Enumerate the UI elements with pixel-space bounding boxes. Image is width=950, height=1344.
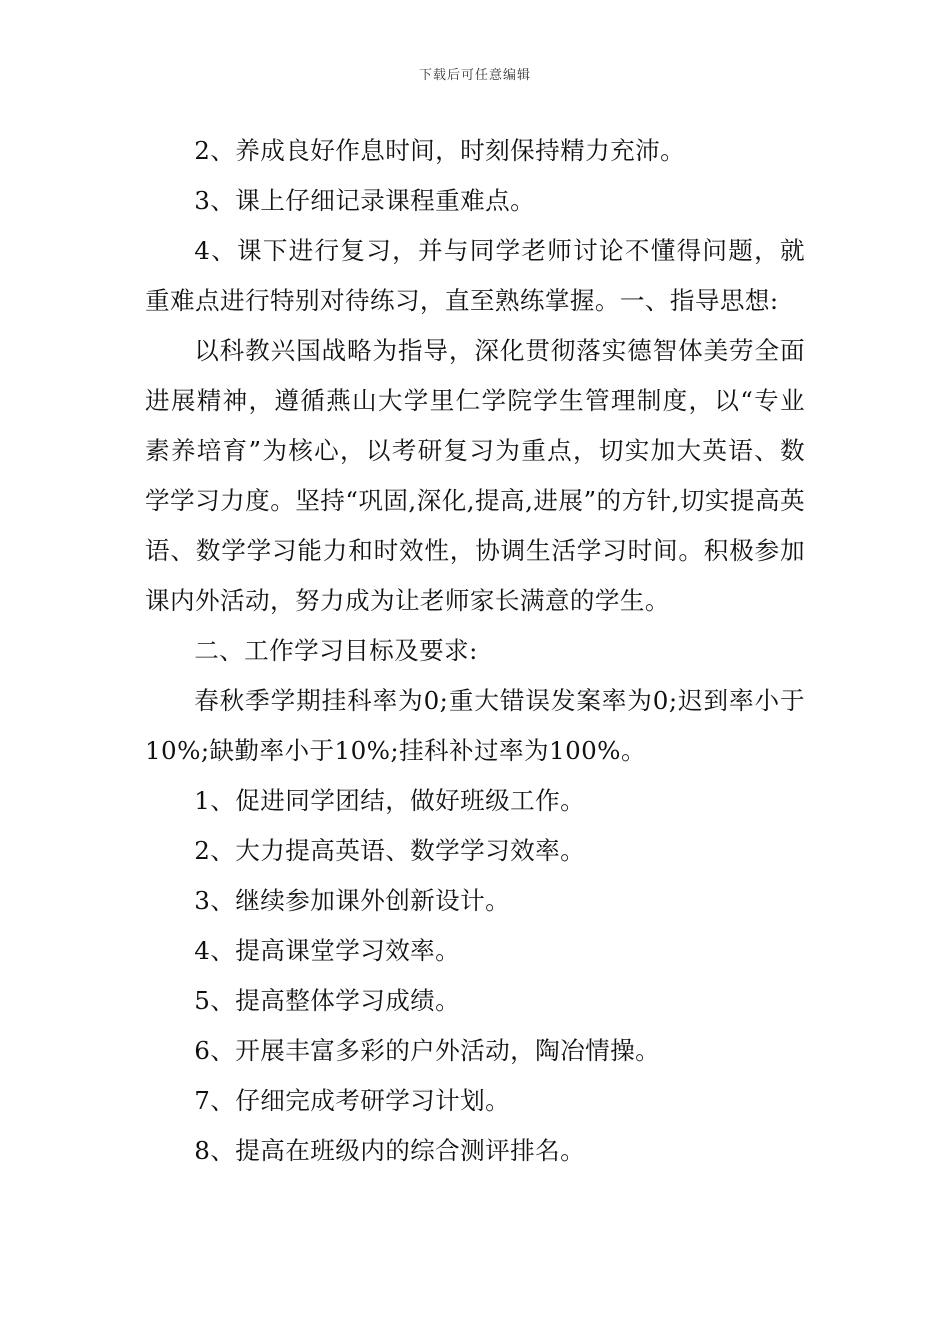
page-header-note: 下载后可任意编辑 — [418, 68, 531, 83]
paragraph-goal-rates: 春秋季学期挂科率为0;重大错误发案率为0;迟到率小于10%;缺勤率小于10%;挂科补过率为100%。 — [145, 686, 805, 765]
list-item-goal-6: 6、开展丰富多彩的户外活动，陶冶情操。 — [194, 1036, 661, 1065]
paragraph-guiding-principle: 以科教兴国战略为指导，深化贯彻落实德智体美劳全面进展精神，遵循燕山大学里仁学院学生管理制度，以“专业素养培育”为核心，以考研复习为重点，切实加大英语、数学学习力度。坚持“巩固,深化,提高,进展”的方针,切实提高英语、数学学习能力和时效性，协调生活学习时间。积极参加课内外活动，努力成为让老师家长满意的学生。 — [145, 336, 805, 615]
list-item-goal-8: 8、提高在班级内的综合测评排名。 — [194, 1136, 586, 1165]
list-item-goal-1: 1、促进同学团结，做好班级工作。 — [194, 786, 586, 815]
list-item-goal-5: 5、提高整体学习成绩。 — [194, 986, 461, 1015]
list-item-goal-3: 3、继续参加课外创新设计。 — [194, 886, 511, 915]
list-item-goal-4: 4、提高课堂学习效率。 — [194, 936, 461, 965]
document-body — [145, 126, 805, 1176]
paragraph-sleep-schedule: 2、养成良好作息时间，时刻保持精力充沛。 — [194, 136, 686, 165]
list-item-goal-7: 7、仔细完成考研学习计划。 — [194, 1086, 511, 1115]
list-item-goal-2: 2、大力提高英语、数学学习效率。 — [194, 836, 586, 865]
paragraph-review-guiding-thought: 4、课下进行复习，并与同学老师讨论不懂得问题，就重难点进行特别对待练习，直至熟练掌握。一、指导思想: — [145, 236, 805, 315]
section-heading-goals: 二、工作学习目标及要求: — [194, 636, 478, 665]
paragraph-class-notes: 3、课上仔细记录课程重难点。 — [194, 186, 536, 215]
